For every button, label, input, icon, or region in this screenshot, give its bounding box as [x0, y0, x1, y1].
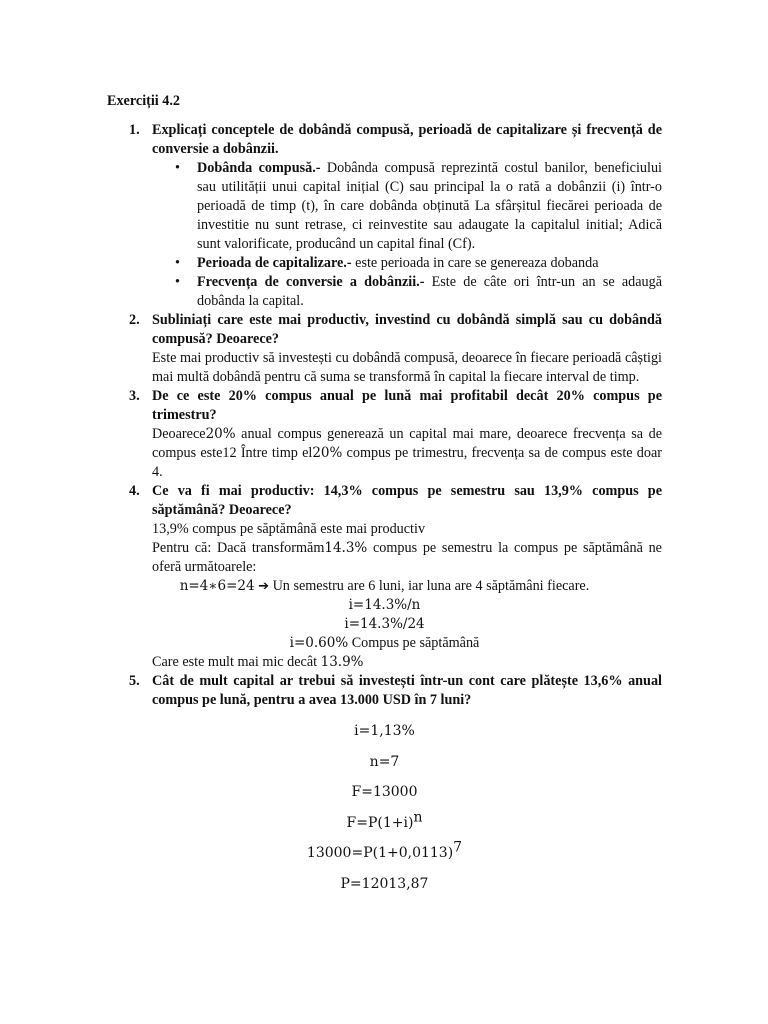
definitions-list	[152, 159, 662, 311]
math-value: 20%	[312, 445, 343, 461]
answer-text: Este mai productiv să investești cu dobândă compusă, deoarece în fiecare perioadă câștigi mai multă dobândă pentru că suma se transformă în capital la fiecare interval de timp.	[152, 350, 662, 385]
question-5	[107, 672, 662, 899]
question-number: 2.	[129, 312, 140, 328]
bullet-dot-icon: •	[175, 274, 180, 290]
math-expression: i=14.3%/n	[348, 597, 421, 613]
exponent: n	[413, 808, 423, 825]
question-2	[107, 311, 662, 387]
math-expression: F=P(1+i)	[346, 814, 414, 831]
equation	[107, 596, 662, 615]
question-text: Explicați conceptele de dobândă compusă, perioadă de capitalizare și frecvență de conversie a dobânzii.	[152, 122, 662, 157]
answer-line	[152, 653, 662, 672]
question-number: 1.	[129, 122, 140, 138]
math-expression: i=14.3%/24	[344, 616, 425, 632]
question-number: 5.	[129, 673, 140, 689]
math-expression: n=7	[369, 753, 400, 770]
question-3	[107, 387, 662, 482]
equation	[107, 634, 662, 653]
bullet-dot-icon: •	[175, 160, 180, 176]
equation	[107, 838, 662, 869]
answer-fragment: Care este mult mai mic decât	[152, 654, 321, 670]
equation	[107, 747, 662, 778]
equation-note: Compus pe săptămână	[348, 635, 480, 651]
math-expression: 13000=P(1+0,0113)	[306, 845, 454, 861]
equation	[107, 577, 662, 596]
term: Dobânda compusă.-	[197, 160, 321, 176]
question-4	[107, 482, 662, 672]
equation	[107, 615, 662, 634]
bullet-dot-icon: •	[175, 255, 180, 271]
equation	[107, 808, 662, 839]
math-expression: i=1,13%	[354, 723, 415, 739]
question-text: De ce este 20% compus anual pe lună mai profitabil decât 20% compus pe trimestru?	[152, 388, 662, 423]
definition: este perioada in care se genereaza dobanda	[351, 255, 599, 271]
answer-fragment: Deoarece	[152, 426, 206, 442]
definition: Este de câte ori într-un an se adaugă dobânda la capital.	[197, 274, 662, 309]
math-value: 20%	[205, 426, 236, 442]
list-item	[175, 254, 662, 273]
answer-fragment: Pentru că: Dacă transformăm	[152, 540, 325, 556]
question-text: Subliniați care este mai productiv, investind cu dobândă simplă sau cu dobândă compusă? Deoarece?	[152, 312, 662, 347]
math-expression: n=4∗6=24	[179, 578, 255, 594]
answer-fragment: compus pe semestru la compus pe săptămână ne oferă următoarele:	[152, 540, 662, 575]
page-title: Exerciții 4.2	[107, 93, 181, 109]
right-arrow-icon: ➔	[258, 579, 270, 594]
question-number: 3.	[129, 388, 140, 404]
math-value: 13.9%	[320, 654, 364, 670]
definition: Dobânda compusă reprezintă costul banilor, beneficiului sau utilității unui capital inițial (C) sau principal la o rată a dobânzii (i) într-o perioadă de timp (t), în care dobânda obținută La sfârșitul fiecărei perioada de investitie nu sunt retrase, ci reinvestite sau adaugate la capitalul initial; Adică sunt valorificate, producând un capital final (Cf).	[197, 160, 662, 252]
equation	[107, 869, 662, 900]
equation	[107, 716, 662, 747]
question-text: Ce va fi mai productiv: 14,3% compus pe semestru sau 13,9% compus pe săptămână? Deoarece?	[152, 483, 662, 518]
question-text: Cât de mult capital ar trebui să investești într-un cont care plătește 13,6% anual compus pe lună, pentru a avea 13.000 USD în 7 luni?	[152, 673, 662, 708]
list-item	[175, 159, 662, 254]
term: Perioada de capitalizare.-	[197, 255, 352, 271]
answer-text	[152, 425, 662, 482]
math-expression: P=12013,87	[340, 875, 429, 892]
list-item	[175, 273, 662, 311]
answer-fragment: compus pe trimestru, frecvența sa de compus este doar 4.	[152, 445, 663, 480]
math-expression: F=13000	[351, 784, 418, 800]
answer-fragment: anual compus generează un capital mai mare, deoarece frecvența sa de compus este12 Între timp el	[152, 426, 662, 461]
answer-line	[152, 539, 662, 577]
equation	[107, 777, 662, 808]
answer-line: 13,9% compus pe săptămână este mai productiv	[152, 521, 426, 537]
exponent: 7	[453, 839, 463, 856]
term: Frecvența de conversie a dobânzii.-	[197, 274, 425, 290]
equation-note: Un semestru are 6 luni, iar luna are 4 săptămâni fiecare.	[269, 578, 590, 594]
question-1	[107, 121, 662, 311]
math-expression: i=0.60%	[289, 635, 349, 651]
math-value: 14.3%	[324, 540, 368, 556]
question-number: 4.	[129, 483, 140, 499]
